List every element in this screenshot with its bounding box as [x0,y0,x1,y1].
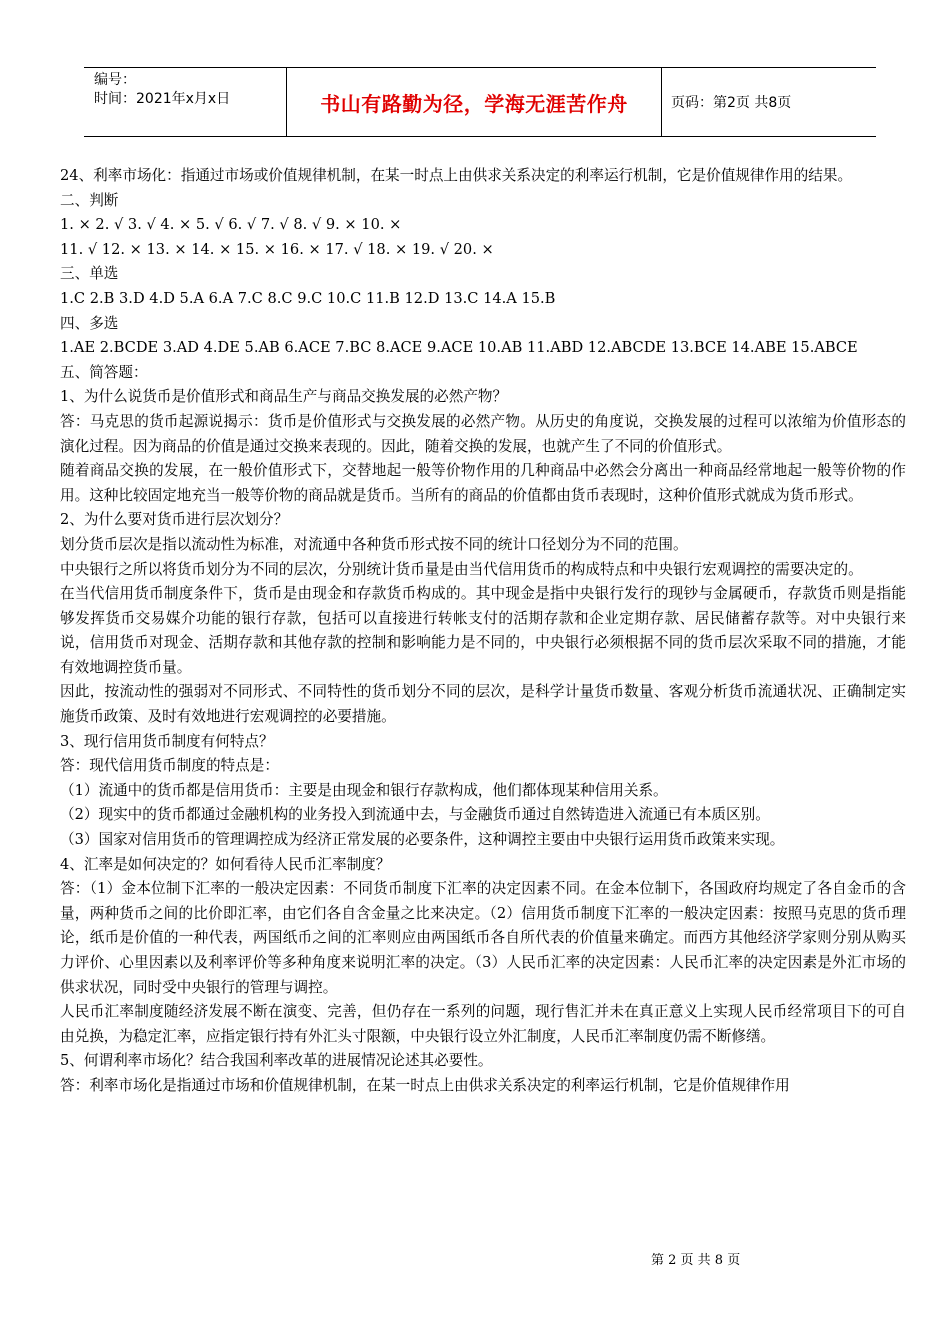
paragraph: 答：（1）金本位制下汇率的一般决定因素：不同货币制度下汇率的决定因素不同。在金本位制下，各国政府均规定了各自金币的含量，两种货币之间的比价即汇率，由它们各自含金量之比来决定。（2）信用货币制度下汇率的一般决定因素：按照马克思的货币理论，纸币是价值的一种代表，两国纸币之间的汇率则应由两国纸币各自所代表的价值量来确定。而西方其他经济学家则分别从购买力评价、心里因素以及利率评价等多种角度来说明汇率的决定。（3）人民币汇率的决定因素：人民币汇率的决定因素是外汇市场的供求状况，同时受中央银行的管理与调控。 [60,880,906,996]
answer-line: 1. × 2. √ 3. √ 4. × 5. √ 6. √ 7. √ 8. √ 9. × 10. × [60,216,402,234]
document-body [60,164,906,1099]
page-header [84,67,876,137]
paragraph: 中央银行之所以将货币划分为不同的层次，分别统计货币量是由当代信用货币的构成特点和中央银行宏观调控的需要决定的。 [60,560,863,578]
paragraph: 答：利率市场化是指通过市场和价值规律机制，在某一时点上由供求关系决定的利率运行机制，它是价值规律作用 [60,1076,790,1094]
section-heading: 四、多选 [60,314,119,332]
paragraph: 人民币汇率制度随经济发展不断在演变、完善，但仍存在一系列的问题，现行售汇并未在真正意义上实现人民币经常项目下的可自由兑换，为稳定汇率，应指定银行持有外汇头寸限额，中央银行设立外汇制度，人民币汇率制度仍需不断修缮。 [60,1003,906,1045]
header-motto: 书山有路勤为径，学海无涯苦作舟 [286,68,662,136]
question: 1、为什么说货币是价值形式和商品生产与商品交换发展的必然产物？ [60,388,508,406]
header-meta [84,68,286,136]
paragraph: 因此，按流动性的强弱对不同形式、不同特性的货币划分不同的层次，是科学计量货币数量、客观分析货币流通状况、正确制定实施货币政策、及时有效地进行宏观调控的必要措施。 [60,683,906,726]
header-page-label: 页码：第2页 共8页 [671,95,792,111]
paragraph: 答：现代信用货币制度的特点是： [60,757,279,775]
list-item: （1）流通中的货币都是信用货币：主要是由现金和银行存款构成，他们都体现某种信用关系。 [60,781,668,799]
list-item: （3）国家对信用货币的管理调控成为经济正常发展的必要条件，这种调控主要由中央银行运用货币政策来实现。 [60,831,785,849]
answer-line: 1.C 2.B 3.D 4.D 5.A 6.A 7.C 8.C 9.C 10.C 11.B 12.D 13.C 14.A 15.B [60,289,556,307]
paragraph: 随着商品交换的发展，在一般价值形式下，交替地起一般等价物作用的几种商品中必然会分离出一种商品经常地起一般等价物的作用。这种比较固定地充当一般等价物的商品就是货币。当所有的商品的价值都由货币表现时，这种价值形式就成为货币形式。 [60,462,906,504]
paragraph: 划分货币层次是指以流动性为标准，对流通中各种货币形式按不同的统计口径划分为不同的范围。 [60,535,688,553]
answer-line: 1.AE 2.BCDE 3.AD 4.DE 5.AB 6.ACE 7.BC 8.ACE 9.ACE 10.AB 11.ABD 12.ABCDE 13.BCE 14.ABE 15.ABCE [60,339,858,357]
question: 3、现行信用货币制度有何特点？ [60,732,274,750]
section-heading: 五、简答题： [60,363,148,381]
answer-line: 11. √ 12. × 13. × 14. × 15. × 16. × 17. √ 18. × 19. √ 20. × [60,240,494,258]
question: 2、为什么要对货币进行层次划分？ [60,511,289,529]
question: 4、汇率是如何决定的？如何看待人民币汇率制度？ [60,855,391,873]
list-item: （2）现实中的货币都通过金融机构的业务投入到流通中去，与金融货币通过自然铸造进入流通已有本质区别。 [60,806,770,824]
section-heading: 三、单选 [60,265,119,283]
paragraph: 在当代信用货币制度条件下，货币是由现金和存款货币构成的。其中现金是指中央银行发行的现钞与金属硬币，存款货币则是指能够发挥货币交易媒介功能的银行存款，包括可以直接进行转帐支付的活期存款和企业定期存款、居民储蓄存款等。对中央银行来说，信用货币对现金、活期存款和其他存款的控制和影响能力是不同的，中央银行必须根据不同的货币层次采取不同的措施，才能有效地调控货币量。 [60,585,906,676]
section-heading: 二、判断 [60,191,119,209]
question: 5、何谓利率市场化？结合我国利率改革的进展情况论述其必要性。 [60,1052,493,1070]
document-number-label: 编号： [94,72,136,88]
document-date-label: 时间：2021年x月x日 [94,91,231,107]
page-footer: 第 2 页 共 8 页 [651,1253,741,1268]
paragraph: 24、利率市场化：指通过市场或价值规律机制，在某一时点上由供求关系决定的利率运行机制，它是价值规律作用的结果。 [60,167,853,184]
paragraph: 答：马克思的货币起源说揭示：货币是价值形式与交换发展的必然产物。从历史的角度说，交换发展的过程可以浓缩为价值形态的演化过程。因为商品的价值是通过交换来表现的。因此，随着交换的发展，也就产生了不同的价值形式。 [60,412,906,455]
